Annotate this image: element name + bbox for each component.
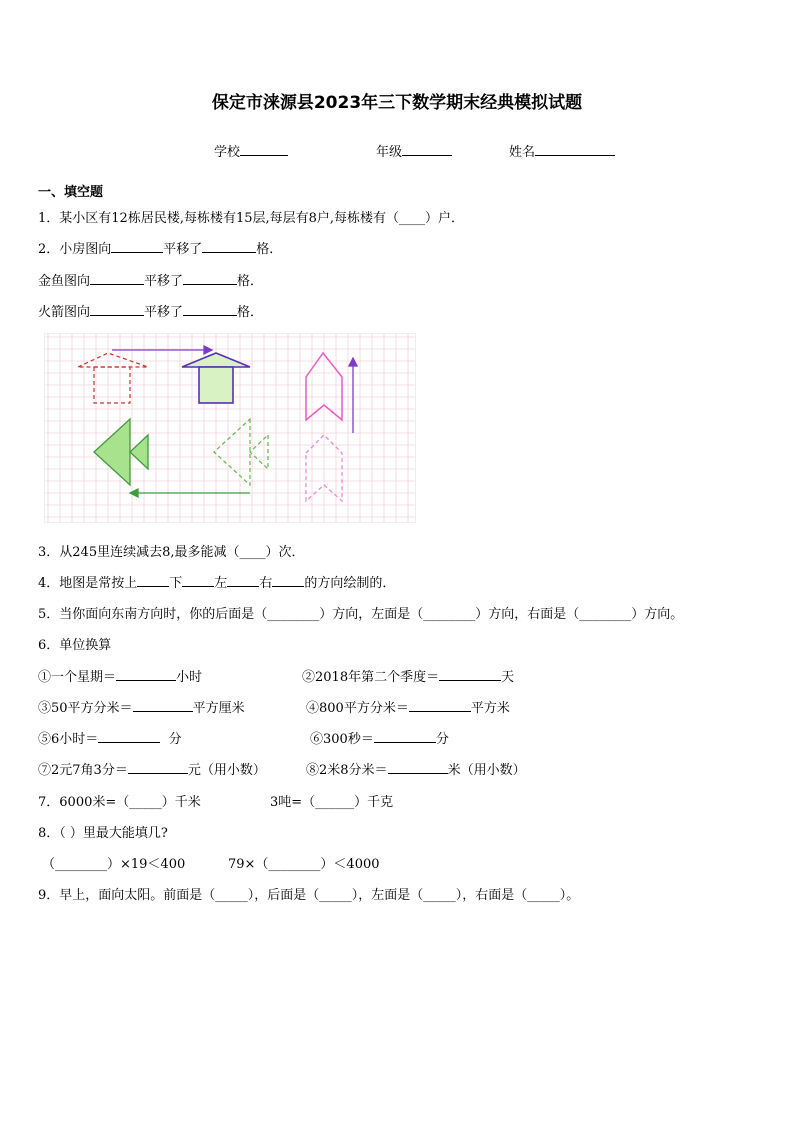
question-1: 1．某小区有12栋居民楼,每栋楼有15层,每层有8户,每栋楼有（____）户． xyxy=(38,211,465,226)
conversion-item xyxy=(306,759,526,778)
conversion-item xyxy=(38,728,182,747)
question-9: 9．早上，面向太阳。前面是（_____），后面是（_____），左面是（_____），右面是（_____）。 xyxy=(38,888,580,903)
item-text-b: 小时 xyxy=(176,670,203,685)
question-2-house xyxy=(38,238,282,257)
name-field[interactable] xyxy=(509,141,615,160)
grade-field[interactable] xyxy=(376,141,452,160)
item-text-a: 一个星期＝ xyxy=(51,670,117,685)
house-dashed xyxy=(78,353,148,403)
school-field[interactable] xyxy=(214,141,288,160)
conversion-item xyxy=(38,759,266,778)
question-4 xyxy=(38,572,395,591)
translation-figure xyxy=(44,333,416,523)
question-3: 3．从245里连续减去8,最多能减（____）次． xyxy=(38,545,305,560)
q2-fish-text-c: 格． xyxy=(237,274,264,289)
blank[interactable] xyxy=(182,574,214,587)
blank[interactable] xyxy=(227,574,259,587)
fish-arrow xyxy=(130,489,250,497)
school-label: 学校 xyxy=(214,145,241,160)
section-heading: 一、填空题 xyxy=(38,185,104,200)
q2-rocket-text-b: 平移了 xyxy=(144,305,184,320)
page-title: 保定市涞源县2023年三下数学期末经典模拟试题 xyxy=(211,93,583,113)
item-text-a: 2米8分米＝ xyxy=(319,763,388,778)
blank[interactable] xyxy=(90,272,144,285)
item-number: ① xyxy=(38,670,52,685)
grade-blank[interactable] xyxy=(402,143,452,156)
item-text-b: 天 xyxy=(501,670,515,685)
school-blank[interactable] xyxy=(240,143,288,156)
q4-text-d: 右 xyxy=(259,576,273,591)
q4-text-a: 4．地图是常按上 xyxy=(38,576,138,591)
item-number: ③ xyxy=(38,701,52,716)
conversion-item xyxy=(38,666,202,685)
conversion-item xyxy=(302,666,514,685)
house-arrow xyxy=(112,346,212,354)
item-text-b: 元（用小数） xyxy=(187,763,266,778)
item-number: ⑥ xyxy=(310,732,324,747)
rocket-arrow xyxy=(349,358,357,433)
name-label: 姓名 xyxy=(509,145,536,160)
item-text-b: 米（用小数） xyxy=(447,763,526,778)
question-7-b: 3吨=（______）千克 xyxy=(270,795,394,810)
item-text-b: 平方厘米 xyxy=(192,701,245,716)
q2-house-text-a: 2．小房图向 xyxy=(38,242,112,257)
blank[interactable] xyxy=(116,668,176,681)
item-number: ⑧ xyxy=(306,763,320,778)
item-text-a: 50平方分米＝ xyxy=(51,701,133,716)
q2-house-text-c: 格． xyxy=(256,242,283,257)
item-number: ④ xyxy=(306,701,320,716)
blank[interactable] xyxy=(388,761,448,774)
item-number: ② xyxy=(302,670,316,685)
question-8-a: （________）×19＜400 xyxy=(42,857,186,872)
grade-label: 年级 xyxy=(376,145,403,160)
q4-text-e: 的方向绘制的． xyxy=(304,576,396,591)
question-8-b: 79×（________）＜4000 xyxy=(228,857,380,872)
item-text-a: 800平方分米＝ xyxy=(319,701,409,716)
question-7-a: 7．6000米=（_____）千米 xyxy=(38,795,201,810)
conversion-item xyxy=(38,697,245,716)
name-blank[interactable] xyxy=(535,143,615,156)
item-text-b: 分 xyxy=(435,732,449,747)
blank[interactable] xyxy=(111,240,163,253)
q2-house-text-b: 平移了 xyxy=(163,242,203,257)
blank[interactable] xyxy=(272,574,304,587)
item-text-a: 300秒＝ xyxy=(323,732,374,747)
item-number: ⑤ xyxy=(38,732,52,747)
q4-text-b: 下 xyxy=(169,576,183,591)
q2-fish-text-b: 平移了 xyxy=(144,274,184,289)
question-8-title: 8．（ ）里最大能填几? xyxy=(38,826,168,841)
blank[interactable] xyxy=(90,303,144,316)
item-text-a: 6小时＝ xyxy=(51,732,99,747)
conversion-item xyxy=(306,697,510,716)
fish-solid xyxy=(94,419,148,485)
blank[interactable] xyxy=(133,699,193,712)
fish-dashed xyxy=(214,419,268,485)
q4-text-c: 左 xyxy=(214,576,228,591)
q2-rocket-text-c: 格． xyxy=(237,305,264,320)
blank[interactable] xyxy=(98,730,160,743)
blank[interactable] xyxy=(202,240,256,253)
blank[interactable] xyxy=(409,699,471,712)
item-number: ⑦ xyxy=(38,763,52,778)
blank[interactable] xyxy=(137,574,169,587)
question-2-rocket xyxy=(38,301,263,320)
question-2-fish xyxy=(38,270,263,289)
q2-rocket-text-a: 火箭图向 xyxy=(38,305,91,320)
question-6-title: 6．单位换算 xyxy=(38,638,112,653)
q2-fish-text-a: 金鱼图向 xyxy=(38,274,91,289)
conversion-item xyxy=(310,728,449,747)
blank[interactable] xyxy=(439,668,501,681)
item-text-b: 平方米 xyxy=(470,701,510,716)
item-text-a: 2元7角3分＝ xyxy=(51,763,128,778)
question-5: 5．当你面向东南方向时，你的后面是（________）方向，左面是（________）方向，右面是（________）方向。 xyxy=(38,607,684,622)
blank[interactable] xyxy=(374,730,436,743)
item-text-b: 分 xyxy=(168,732,182,747)
blank[interactable] xyxy=(128,761,188,774)
item-text-a: 2018年第二个季度＝ xyxy=(315,670,440,685)
blank[interactable] xyxy=(183,272,237,285)
blank[interactable] xyxy=(183,303,237,316)
